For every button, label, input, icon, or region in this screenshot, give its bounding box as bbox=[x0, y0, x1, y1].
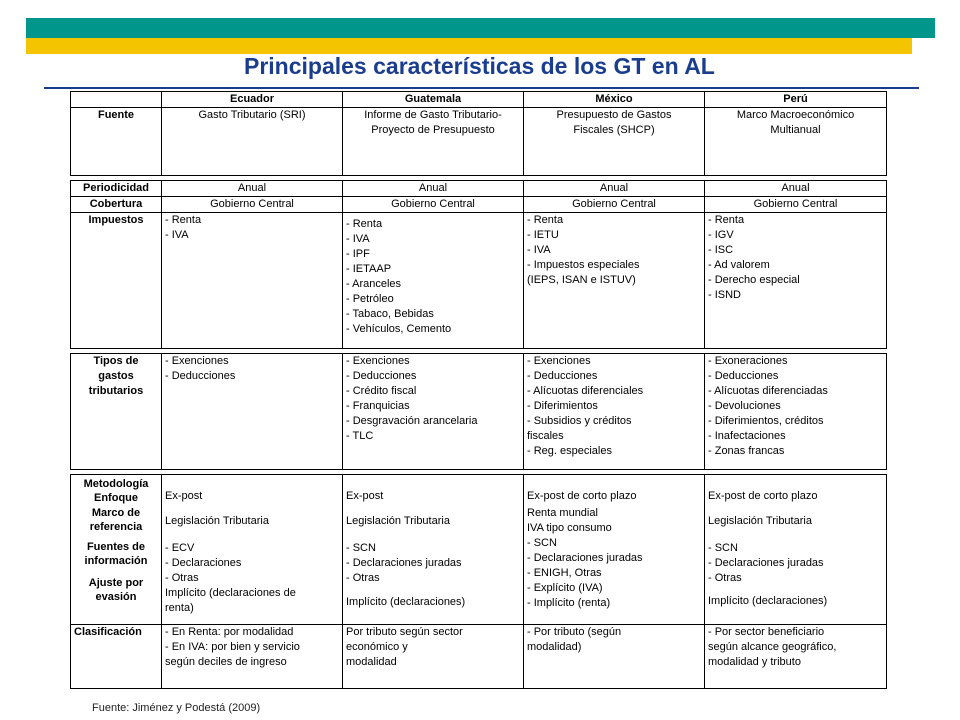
cell-line: Gasto Tributario (SRI) bbox=[198, 109, 306, 121]
cell-line: - Declaraciones juradas bbox=[346, 557, 462, 569]
fuente-peru bbox=[705, 108, 887, 176]
periodicidad-ecuador: Anual bbox=[162, 181, 343, 197]
label-enfoque: Enfoque bbox=[94, 492, 138, 504]
cell-line: - SCN bbox=[708, 542, 738, 554]
fuente-ecuador bbox=[162, 108, 343, 176]
impuestos-ecuador bbox=[162, 213, 343, 349]
col-header-mexico: México bbox=[524, 92, 705, 108]
cell-line: - Exoneraciones bbox=[708, 355, 788, 367]
cell-line: - Exenciones bbox=[346, 355, 410, 367]
cell-line: - Deducciones bbox=[165, 370, 236, 382]
cobertura-guatemala: Gobierno Central bbox=[343, 197, 524, 213]
cell-line: - Crédito fiscal bbox=[346, 385, 417, 397]
cell-line: - Ad valorem bbox=[708, 259, 770, 271]
fuentes-mexico bbox=[527, 536, 701, 581]
header-gold-bar bbox=[26, 38, 912, 54]
cell-line: - Deducciones bbox=[527, 370, 598, 382]
cell-line: - Por sector beneficiario bbox=[708, 626, 825, 638]
cell-line: - Deducciones bbox=[708, 370, 779, 382]
cell-line: según deciles de ingreso bbox=[165, 656, 287, 668]
metodologia-peru bbox=[705, 475, 887, 625]
label-marco bbox=[73, 506, 159, 534]
cobertura-mexico: Gobierno Central bbox=[524, 197, 705, 213]
cell-line: - Franquicias bbox=[346, 400, 410, 412]
cell-line: Marco Macroeconómico bbox=[736, 109, 855, 121]
cell-line: - Explícito (IVA) bbox=[527, 582, 603, 594]
row-clasificacion bbox=[71, 625, 887, 689]
marco-guatemala bbox=[346, 514, 520, 529]
cell-line: (IEPS, ISAN e ISTUV) bbox=[527, 274, 636, 286]
cell-line: - Diferimientos bbox=[527, 400, 598, 412]
cell-line: - ECV bbox=[165, 542, 195, 554]
tipos-guatemala bbox=[343, 354, 524, 470]
cell-line: Implícito (declaraciones) bbox=[346, 596, 466, 608]
tipos-peru bbox=[705, 354, 887, 470]
cell-line: - ISND bbox=[708, 289, 741, 301]
row-label-periodicidad: Periodicidad bbox=[71, 181, 162, 197]
row-periodicidad bbox=[71, 181, 887, 197]
cell-line: - Exenciones bbox=[165, 355, 229, 367]
cell-line: económico y bbox=[346, 641, 408, 653]
fuentes-ecuador bbox=[165, 541, 339, 586]
clasificacion-guatemala bbox=[343, 625, 524, 689]
source-note: Fuente: Jiménez y Podestá (2009) bbox=[92, 702, 261, 714]
cell-line: - IPF bbox=[346, 248, 370, 260]
row-label-metodologia bbox=[71, 475, 162, 625]
periodicidad-guatemala: Anual bbox=[343, 181, 524, 197]
enfoque-ecuador: Ex-post bbox=[165, 490, 203, 502]
cell-line: - SCN bbox=[527, 537, 557, 549]
impuestos-peru bbox=[705, 213, 887, 349]
marco-mexico bbox=[527, 506, 701, 536]
row-label-cobertura: Cobertura bbox=[71, 197, 162, 213]
ajuste-peru bbox=[708, 594, 883, 609]
label-metodologia: Metodología bbox=[83, 478, 149, 490]
cell-line: - Impuestos especiales bbox=[527, 259, 640, 271]
cell-line: referencia bbox=[89, 521, 143, 533]
cell-line: - Alícuotas diferenciales bbox=[527, 385, 644, 397]
cell-line: - Renta bbox=[346, 218, 383, 230]
cell-line: - Diferimientos, créditos bbox=[708, 415, 824, 427]
cell-line: - ISC bbox=[708, 244, 734, 256]
cobertura-ecuador: Gobierno Central bbox=[162, 197, 343, 213]
cell-line: - Aranceles bbox=[346, 278, 402, 290]
cell-line: evasión bbox=[95, 591, 137, 603]
clasificacion-peru bbox=[705, 625, 887, 689]
row-cobertura bbox=[71, 197, 887, 213]
cell-line: - Otras bbox=[165, 572, 199, 584]
marco-ecuador bbox=[165, 514, 339, 529]
ajuste-guatemala bbox=[346, 595, 520, 610]
title-underline bbox=[44, 87, 919, 89]
cell-line: - IVA bbox=[346, 233, 370, 245]
header-row bbox=[71, 92, 887, 108]
fuente-guatemala bbox=[343, 108, 524, 176]
cell-line: - IETU bbox=[527, 229, 559, 241]
cell-line: Fuentes de bbox=[86, 541, 146, 553]
cell-line: Ajuste por bbox=[88, 577, 144, 589]
metodologia-mexico bbox=[524, 475, 705, 625]
periodicidad-peru: Anual bbox=[705, 181, 887, 197]
cell-line: - Declaraciones bbox=[165, 557, 242, 569]
tipos-mexico bbox=[524, 354, 705, 470]
cell-line: - Devoluciones bbox=[708, 400, 781, 412]
cell-line: - Declaraciones juradas bbox=[708, 557, 824, 569]
cell-line: fiscales bbox=[527, 430, 564, 442]
cell-line: Por tributo según sector bbox=[346, 626, 463, 638]
row-tipos bbox=[71, 354, 887, 470]
cell-line: - Renta bbox=[708, 214, 745, 226]
cell-line: tributarios bbox=[88, 385, 144, 397]
cell-line: gastos bbox=[98, 370, 134, 382]
cell-line: según alcance geográfico, bbox=[708, 641, 837, 653]
cell-line: - Otras bbox=[708, 572, 742, 584]
cell-line: - Reg. especiales bbox=[527, 445, 612, 457]
label-ajuste bbox=[73, 576, 159, 604]
row-fuente bbox=[71, 108, 887, 176]
cell-line: Presupuesto de Gastos bbox=[556, 109, 672, 121]
metodologia-guatemala bbox=[343, 475, 524, 625]
cell-line: - Tabaco, Bebidas bbox=[346, 308, 434, 320]
cell-line: - IGV bbox=[708, 229, 734, 241]
marco-peru bbox=[708, 514, 883, 529]
cell-line: Legislación Tributaria bbox=[165, 515, 269, 527]
cell-line: - Alícuotas diferenciadas bbox=[708, 385, 828, 397]
col-header-ecuador: Ecuador bbox=[162, 92, 343, 108]
cell-line: Multianual bbox=[770, 124, 821, 136]
cell-line: - Derecho especial bbox=[708, 274, 800, 286]
cell-line: - IVA bbox=[165, 229, 189, 241]
cell-line: - Renta bbox=[527, 214, 564, 226]
clasificacion-ecuador bbox=[162, 625, 343, 689]
cell-line: Legislación Tributaria bbox=[708, 515, 812, 527]
cell-line: - Renta bbox=[165, 214, 202, 226]
cobertura-peru: Gobierno Central bbox=[705, 197, 887, 213]
enfoque-mexico: Ex-post de corto plazo bbox=[527, 490, 637, 502]
metodologia-ecuador bbox=[162, 475, 343, 625]
page-title: Principales características de los GT en AL bbox=[244, 53, 715, 79]
corner-cell bbox=[71, 92, 162, 108]
fuentes-peru bbox=[708, 541, 883, 586]
col-header-peru: Perú bbox=[705, 92, 887, 108]
cell-line: - Declaraciones juradas bbox=[527, 552, 643, 564]
row-label-tipos bbox=[71, 354, 162, 470]
cell-line: Fiscales (SHCP) bbox=[573, 124, 655, 136]
cell-line: modalidad bbox=[346, 656, 397, 668]
cell-line: - Desgravación arancelaria bbox=[346, 415, 478, 427]
tipos-ecuador bbox=[162, 354, 343, 470]
cell-line: modalidad) bbox=[527, 641, 582, 653]
impuestos-mexico bbox=[524, 213, 705, 349]
row-label-impuestos: Impuestos bbox=[71, 213, 162, 349]
cell-line: - Petróleo bbox=[346, 293, 394, 305]
row-label-clasificacion: Clasificación bbox=[71, 625, 162, 689]
cell-line: - Subsidios y créditos bbox=[527, 415, 632, 427]
cell-line: Implícito (declaraciones) bbox=[708, 595, 828, 607]
row-impuestos bbox=[71, 213, 887, 349]
periodicidad-mexico: Anual bbox=[524, 181, 705, 197]
cell-line: Informe de Gasto Tributario- bbox=[364, 109, 502, 121]
cell-line: - SCN bbox=[346, 542, 376, 554]
cell-line: modalidad y tributo bbox=[708, 656, 801, 668]
cell-line: - Deducciones bbox=[346, 370, 417, 382]
row-label-fuente: Fuente bbox=[71, 108, 162, 176]
label-fuentes bbox=[73, 540, 159, 568]
cell-line: - Vehículos, Cemento bbox=[346, 323, 452, 335]
cell-line: información bbox=[84, 555, 148, 567]
fuentes-guatemala bbox=[346, 541, 520, 586]
characteristics-table bbox=[70, 91, 887, 689]
fuente-mexico bbox=[524, 108, 705, 176]
impuestos-guatemala bbox=[343, 213, 524, 349]
cell-line: - IVA bbox=[527, 244, 551, 256]
ajuste-ecuador bbox=[165, 586, 339, 616]
cell-line: - IETAAP bbox=[346, 263, 392, 275]
cell-line: Proyecto de Presupuesto bbox=[371, 124, 495, 136]
cell-line: - Implícito (renta) bbox=[527, 597, 611, 609]
cell-line: - Zonas francas bbox=[708, 445, 785, 457]
cell-line: Tipos de bbox=[93, 355, 139, 367]
cell-line: - En IVA: por bien y servicio bbox=[165, 641, 300, 653]
enfoque-guatemala: Ex-post bbox=[346, 490, 384, 502]
row-metodologia bbox=[71, 475, 887, 625]
cell-line: Implícito (declaraciones de bbox=[165, 587, 296, 599]
cell-line: - Otras bbox=[346, 572, 380, 584]
cell-line: - Por tributo (según bbox=[527, 626, 622, 638]
cell-line: Legislación Tributaria bbox=[346, 515, 450, 527]
cell-line: IVA tipo consumo bbox=[527, 522, 612, 534]
ajuste-mexico bbox=[527, 581, 701, 611]
cell-line: renta) bbox=[165, 602, 194, 614]
cell-line: - ENIGH, Otras bbox=[527, 567, 602, 579]
col-header-guatemala: Guatemala bbox=[343, 92, 524, 108]
cell-line: - Inafectaciones bbox=[708, 430, 786, 442]
enfoque-peru: Ex-post de corto plazo bbox=[708, 490, 818, 502]
header-teal-bar bbox=[26, 18, 935, 38]
cell-line: Marco de bbox=[91, 507, 141, 519]
cell-line: - TLC bbox=[346, 430, 374, 442]
cell-line: - En Renta: por modalidad bbox=[165, 626, 294, 638]
cell-line: - Exenciones bbox=[527, 355, 591, 367]
clasificacion-mexico bbox=[524, 625, 705, 689]
cell-line: Renta mundial bbox=[527, 507, 598, 519]
